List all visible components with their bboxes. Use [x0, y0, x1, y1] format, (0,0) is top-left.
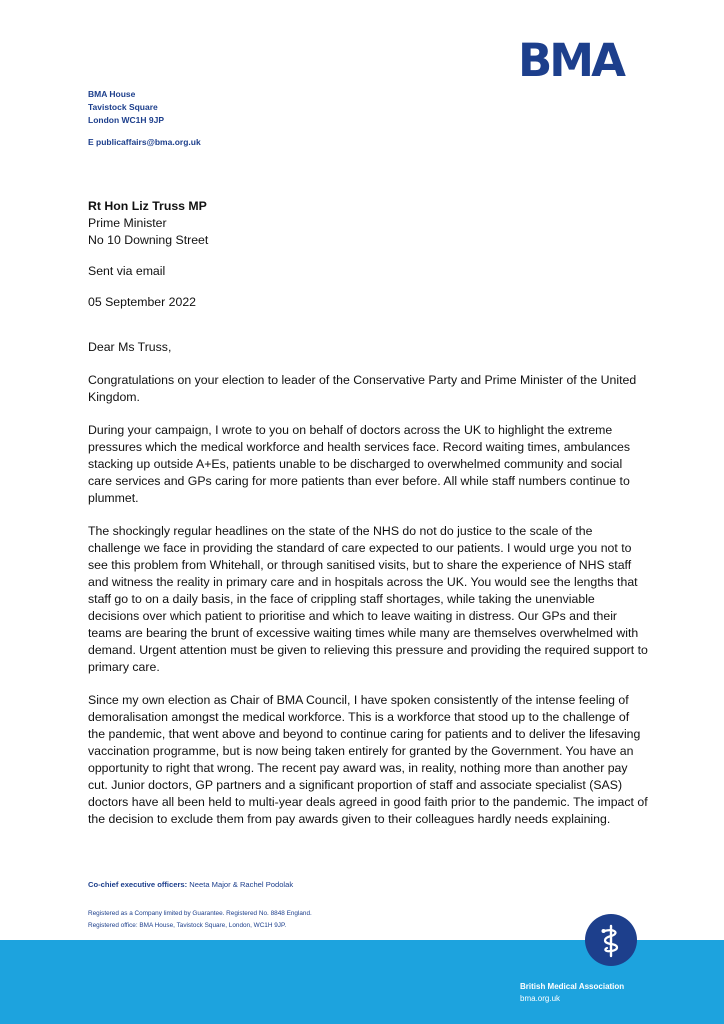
letter-body — [88, 198, 648, 844]
sender-address-block — [88, 88, 388, 149]
footer-org-name: British Medical Association — [520, 982, 625, 991]
letter-date: 05 September 2022 — [88, 295, 197, 309]
sender-address-line-3: London WC1H 9JP — [88, 115, 165, 125]
registration-line-2: Registered office: BMA House, Tavistock Square, London, WC1H 9JP. — [88, 922, 287, 929]
co-chief-officers — [88, 880, 293, 889]
paragraph-congratulations: Congratulations on your election to leader of the Conservative Party and Prime Minister of the United Kingdom. — [88, 373, 637, 404]
registration-info — [88, 908, 312, 932]
paragraph-nhs-headlines: The shockingly regular headlines on the state of the NHS do not do justice to the scale of the challenge we face in providing the standard of care expected to our patients. I would urge you not to see this problem from Whitehall, or through sanitised visits, but to share the experience of NHS staff and witness the reality in primary care and in hospitals across the UK. You would see the lengths that staff go to on a daily basis, in the face of crippling staff shortages, while taking the unenviable decisions over which patient to prioritise and which to leave waiting in distress. Our GPs and their teams are bearing the brunt of excessive waiting times while many are themselves overwhelmed with demand. Urgent attention must be given to relieving this pressure and providing the required support to primary care. — [88, 524, 648, 674]
sender-email: E publicaffairs@bma.org.uk — [88, 137, 201, 147]
sender-address-line-1: BMA House — [88, 89, 136, 99]
registration-line-1: Registered as a Company limited by Guarantee. Registered No. 8848 England. — [88, 910, 312, 917]
recipient-title: Prime Minister — [88, 216, 167, 230]
footer-org-url: bma.org.uk — [520, 994, 561, 1003]
paragraph-demoralisation: Since my own election as Chair of BMA Council, I have spoken consistently of the intense feeling of demoralisation amongst the medical workforce. This is a workforce that stood up to the challenge of the pandemic, that went above and beyond to continue caring for patients and to deliver the lifesaving vaccination programme, but is now being taken entirely for granted by the Government. You have an opportunity to right that wrong. The recent pay award was, in reality, nothing more than another pay cut. Junior doctors, GP partners and a significant proportion of staff and associate specialist (SAS) doctors have all been held to multi-year deals agreed in good faith prior to the pandemic. The impact of the decision to exclude them from pay awards given to their colleagues hardly needs explaining. — [88, 693, 648, 826]
sender-address-line-2: Tavistock Square — [88, 102, 158, 112]
delivery-note: Sent via email — [88, 264, 166, 278]
rod-of-asclepius-icon — [585, 914, 637, 966]
salutation: Dear Ms Truss, — [88, 340, 172, 354]
officers-names: Neeta Major & Rachel Podolak — [189, 880, 294, 889]
bma-logo: BMA — [518, 34, 623, 87]
officers-label: Co-chief executive officers: — [88, 880, 188, 889]
recipient-name: Rt Hon Liz Truss MP — [88, 199, 207, 213]
recipient-address: No 10 Downing Street — [88, 233, 209, 247]
paragraph-campaign: During your campaign, I wrote to you on behalf of doctors across the UK to highlight the extreme pressures which the medical workforce and health services face. Record waiting times, ambulances stacking up outside A+Es, patients unable to be discharged to overwhelmed community and social care services and GPs caring for more patients than ever before. All while staff numbers continue to plummet. — [88, 423, 630, 505]
